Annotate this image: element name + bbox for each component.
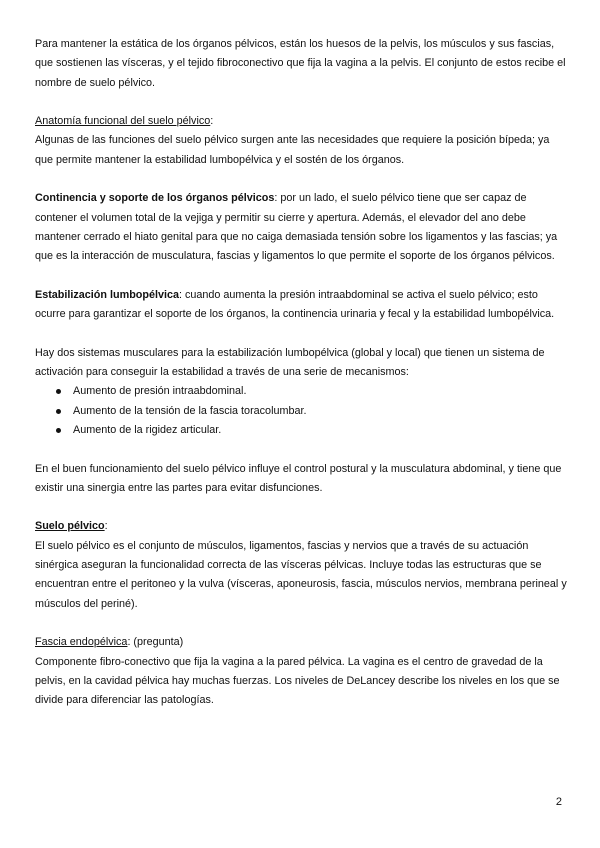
mechanisms-list <box>35 382 567 440</box>
list-item: Aumento de presión intraabdominal. <box>35 382 567 401</box>
fascia-heading: Fascia endopélvica <box>35 636 128 649</box>
page-number: 2 <box>555 796 562 808</box>
anatomy-paragraph: Algunas de las funciones del suelo pélvico surgen ante las necesidades que requiere la posición bípeda; ya que permite mantener la estabilidad lumbopélvica y el sostén de los órganos. <box>35 134 550 166</box>
continence-text: : por un lado, el suelo pélvico tiene que ser capaz de contener el volumen total de la vejiga y permitir su cierre y apertura. Además, el elevador del ano debe mantener cerrado el hiato genital para que no caiga demasiada tensión sobre los ligamentos y las fascias; ya que es la interacción de musculatura, fascias y ligamentos lo que permite el soporte de los órganos pélvicos. <box>35 192 558 263</box>
list-item: Aumento de la tensión de la fascia toracolumbar. <box>35 402 567 421</box>
page-content <box>35 35 567 710</box>
stabilization-paragraph <box>35 286 567 325</box>
anatomy-heading-line <box>35 112 567 131</box>
stabilization-text: : cuando aumenta la presión intraabdominal se activa el suelo pélvico; esto ocurre para garantizar el soporte de los órganos, la continencia urinaria y fecal y la estabilidad lumbopélvica. <box>35 288 555 321</box>
continence-term: Continencia y soporte de los órganos pélvicos <box>35 192 275 205</box>
pelvic-floor-heading-suffix: : <box>104 520 108 533</box>
fascia-heading-line <box>35 633 567 652</box>
fascia-heading-suffix: : (pregunta) <box>127 636 184 649</box>
anatomy-heading-suffix: : <box>210 115 214 128</box>
stabilization-term: Estabilización lumbopélvica <box>35 288 179 301</box>
systems-paragraph: Hay dos sistemas musculares para la estabilización lumbopélvica (global y local) que tienen un sistema de activación para conseguir la estabilidad a través de una serie de mecanismos: <box>35 346 545 379</box>
continence-paragraph <box>35 189 567 266</box>
list-item: Aumento de la rigidez articular. <box>35 421 567 440</box>
pelvic-floor-paragraph: El suelo pélvico es el conjunto de músculos, ligamentos, fascias y nervios que a través de su actuación sinérgica aseguran la funcionalidad correcta de las vísceras pélvicas. Incluye todas las estructuras que se encuentran entre el peritoneo y la vulva (vísceras, aponeurosis, fascia, músculos nervios, membrana perineal y músculos del periné). <box>35 539 567 610</box>
functioning-paragraph: En el buen funcionamiento del suelo pélvico influye el control postural y la musculatura abdominal, y tiene que existir una sinergia entre las partes para evitar disfunciones. <box>35 462 562 494</box>
fascia-paragraph: Componente fibro-conectivo que fija la vagina a la pared pélvica. La vagina es el centro de gravedad de la pelvis, en la cavidad pélvica hay muchas fuerzas. Los niveles de DeLancey describe los niveles en los que se divide para diferenciar las patologías. <box>35 655 560 707</box>
pelvic-floor-heading-line <box>35 517 567 536</box>
intro-paragraph: Para mantener la estática de los órganos pélvicos, están los huesos de la pelvis, los músculos y sus fascias, que sostienen las vísceras, y el tejido fibroconectivo que fija la vagina a la pelvis. El conjunto de estos recibe el nombre de suelo pélvico. <box>35 38 566 89</box>
pelvic-floor-heading: Suelo pélvico <box>35 520 105 533</box>
anatomy-heading: Anatomía funcional del suelo pélvico <box>35 115 211 128</box>
